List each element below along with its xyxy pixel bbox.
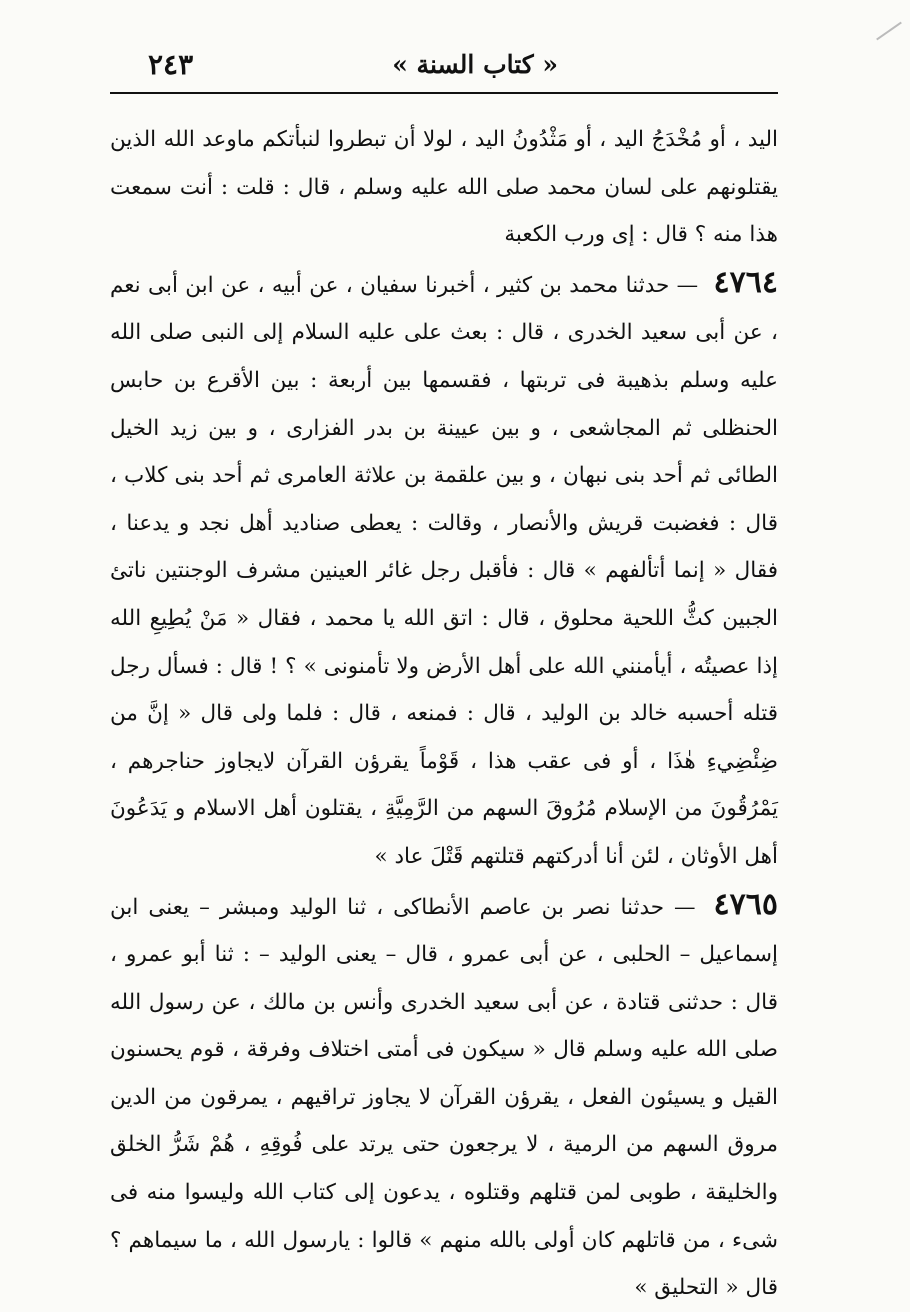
paragraph-text: — حدثنا محمد بن كثير ، أخبرنا سفيان ، عن أبيه ، عن ابن أبى نعم ، عن أبى سعيد الخدرى ، قال : بعث على عليه السلام إلى النبى صلى الله عليه وسلم بذهيبة فى تربتها ، فقسمها بين أربعة : بين الأقرع بن حابس الحنظلى ثم المجاشعى ، و بين عيينة بن بدر الفزارى ، و بين زيد الخيل الطائى ثم أحد بنى نبهان ، و بين علقمة بن علاثة العامرى ثم أحد بنى كلاب ، قال : فغضبت قريش والأنصار ، وقالت : يعطى صناديد أهل نجد و يدعنا ، فقال « إنما أتألفهم » قال : فأقبل رجل غائر العينين مشرف الوجنتين ناتئ الجبين كثُّ اللحية محلوق ، قال : اتق الله يا محمد ، فقال « مَنْ يُطِيعِ الله إذا عصيتُه ، أيأمنني الله على أهل الأرض ولا تأمنونى » ؟ ! قال : فسأل رجل قتله أحسبه خالد بن الوليد ، قال : فمنعه ، قال : فلما ولى قال « إنَّ من ضِئْضِيءِ هٰذَا ، أو فى عقب هذا ، قَوْماً يقرؤن القرآن لايجاوز حناجرهم ، يَمْرُقُونَ من الإسلام مُرُوقَ السهم من الرَّمِيَّةِ ، يقتلون أهل الاسلام و يَدَعُونَ أهل الأوثان ، لئن أنا أدركتهم قتلتهم قَتْلَ عاد » <box>110 272 778 869</box>
page-body <box>110 116 778 1312</box>
paragraph-text: اليد ، أو مُخْدَجُ اليد ، أو مَثْدُونُ اليد ، لولا أن تبطروا لنبأتكم ماوعد الله الذين يقتلونهم على لسان محمد صلى الله عليه وسلم ، قال : قلت : أنت سمعت هذا منه ؟ قال : إى ورب الكعبة <box>110 127 778 248</box>
continuation-paragraph <box>110 116 778 259</box>
page-header <box>110 40 778 94</box>
hadith-number: ٤٧٦٥ <box>713 886 778 922</box>
margin-mark <box>876 22 902 41</box>
hadith-paragraph <box>110 881 778 1312</box>
page-number: ٢٤٣ <box>148 48 194 81</box>
hadith-paragraph <box>110 259 778 881</box>
hadith-number: ٤٧٦٤ <box>713 264 778 300</box>
paragraph-text: — حدثنا نصر بن عاصم الأنطاكى ، ثنا الوليد ومبشر – يعنى ابن إسماعيل – الحلبى ، عن أبى عمرو ، قال – يعنى الوليد – : ثنا أبو عمرو ، قال : حدثنى قتادة ، عن أبى سعيد الخدرى وأنس بن مالك ، عن رسول الله صلى الله عليه وسلم قال « سيكون فى أمتى اختلاف وفرقة ، قوم يحسنون القيل و يسيئون الفعل ، يقرؤن القرآن لا يجاوز تراقيهم ، يمرقون من الدين مروق السهم من الرمية ، لا يرجعون حتى يرتد على فُوقِهِ ، هُمْ شَرُّ الخلق والخليقة ، طوبى لمن قتلهم وقتلوه ، يدعون إلى كتاب الله وليسوا منه فى شىء ، من قاتلهم كان أولى بالله منهم » قالوا : يارسول الله ، ما سيماهم ؟ قال « التحليق » <box>110 894 778 1301</box>
running-title: « كتاب السنة » <box>392 50 558 79</box>
book-page <box>110 40 778 1301</box>
